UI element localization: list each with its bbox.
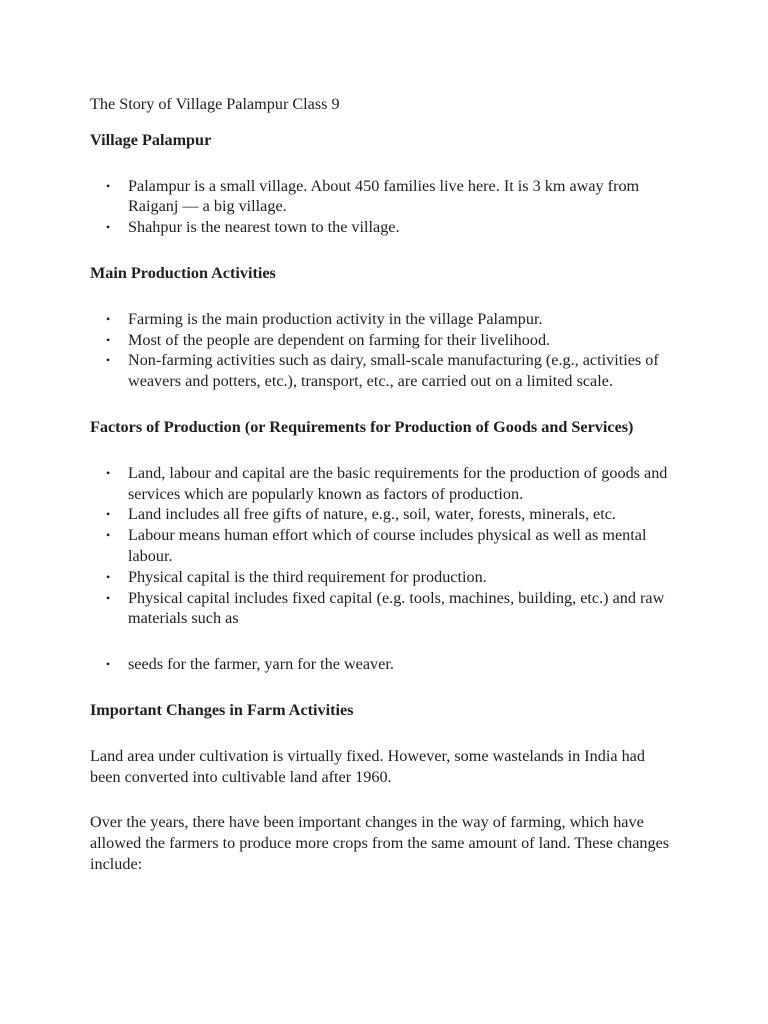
paragraph: Over the years, there have been important changes in the way of farming, which have allowed the farmers to produce more crops from the same amount of land. These changes include:: [90, 813, 670, 873]
list-item: • Non-farming activities such as dairy, small-scale manufacturing (e.g., activities of weavers and potters, etc.), transport, etc., are carried out on a limited scale.: [128, 350, 678, 392]
section-heading-important-changes: Important Changes in Farm Activities: [90, 700, 354, 719]
list-item: • Physical capital is the third requirement for production.: [128, 567, 678, 588]
list-item: • Shahpur is the nearest town to the village.: [128, 217, 678, 238]
list-item: • Physical capital includes fixed capital (e.g. tools, machines, building, etc.) and raw materials such as: [128, 588, 678, 630]
document-title: The Story of Village Palampur Class 9: [90, 95, 340, 113]
bullet-list-factors-of-production-continued: [90, 654, 678, 675]
list-item: • seeds for the farmer, yarn for the weaver.: [128, 654, 678, 675]
list-item: • Most of the people are dependent on farming for their livelihood.: [128, 330, 678, 351]
section-heading-village-palampur: Village Palampur: [90, 130, 212, 149]
paragraph: Land area under cultivation is virtually fixed. However, some wastelands in India had been converted into cultivable land after 1960.: [90, 746, 645, 786]
list-item: • Land, labour and capital are the basic requirements for the production of goods and services which are popularly known as factors of production.: [128, 463, 678, 505]
section-heading-factors-of-production: Factors of Production (or Requirements for Production of Goods and Services): [90, 417, 634, 436]
bullet-list-village-palampur: [90, 176, 678, 238]
list-item: • Labour means human effort which of course includes physical as well as mental labour.: [128, 525, 678, 567]
bullet-list-main-production-activities: [90, 309, 678, 392]
section-heading-main-production-activities: Main Production Activities: [90, 263, 276, 282]
list-item: • Land includes all free gifts of nature, e.g., soil, water, forests, minerals, etc.: [128, 504, 678, 525]
list-item: • Palampur is a small village. About 450 families live here. It is 3 km away from Raiganj — a big village.: [128, 176, 678, 218]
list-item: • Farming is the main production activity in the village Palampur.: [128, 309, 678, 330]
bullet-list-factors-of-production: [90, 463, 678, 629]
